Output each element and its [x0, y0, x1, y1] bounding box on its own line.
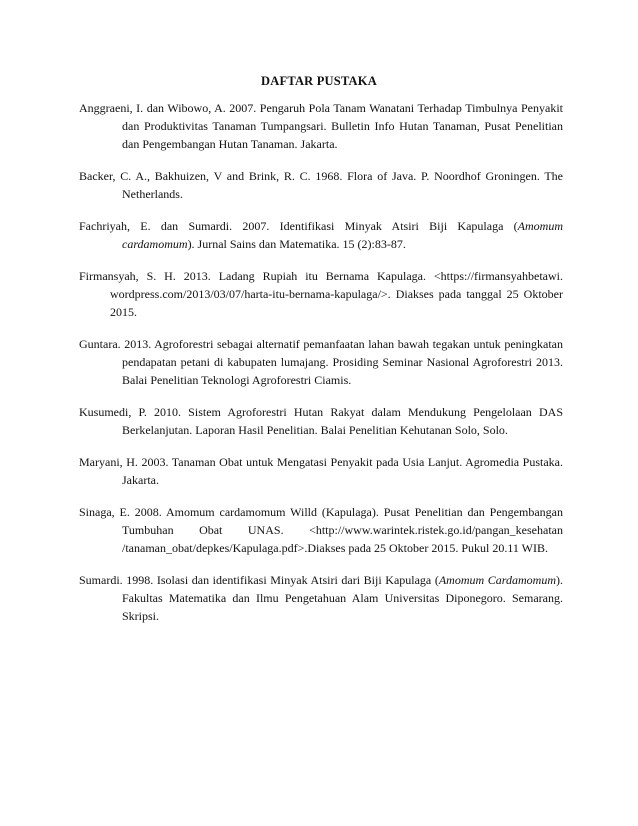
reference-entry — [79, 335, 563, 389]
reference-text: Sinaga, E. 2008. Amomum cardamomum Willd (Kapulaga). Pusat Penelitian dan Pengembangan Tumbuhan Obat UNAS. <http://www.warintek.ristek.go.id/pangan_kesehatan /tanaman_obat/depkes/Kapulaga.pdf>.Diakses pada 25 Oktober 2015. Pukul 20.11 WIB. — [79, 505, 563, 555]
reference-entry — [79, 403, 563, 439]
reference-entry — [79, 571, 563, 625]
reference-entry — [79, 267, 563, 321]
reference-text: Backer, C. A., Bakhuizen, V and Brink, R. C. 1968. Flora of Java. P. Noordhof Groningen. The Netherlands. — [79, 169, 563, 201]
reference-entry — [79, 217, 563, 253]
reference-text-after: ). Jurnal Sains dan Matematika. 15 (2):83-87. — [187, 237, 406, 251]
reference-entry — [79, 99, 563, 153]
reference-list — [79, 99, 563, 639]
reference-text: Guntara. 2013. Agroforestri sebagai alternatif pemanfaatan lahan bawah tegakan untuk peningkatan pendapatan petani di kabupaten lumajang. Prosiding Seminar Nasional Agroforestri 2013. Balai Penelitian Teknologi Agroforestri Ciamis. — [79, 337, 563, 387]
reference-text: Fachriyah, E. dan Sumardi. 2007. Identifikasi Minyak Atsiri Biji Kapulaga ( — [79, 219, 518, 233]
reference-text: Sumardi. 1998. Isolasi dan identifikasi Minyak Atsiri dari Biji Kapulaga ( — [79, 573, 439, 587]
reference-entry — [79, 453, 563, 489]
page-title: DAFTAR PUSTAKA — [261, 74, 377, 88]
reference-italic-text: Amomum cardamomum — [122, 219, 563, 251]
reference-text: Anggraeni, I. dan Wibowo, A. 2007. Pengaruh Pola Tanam Wanatani Terhadap Timbulnya Penyakit dan Produktivitas Tanaman Tumpangsari. Bulletin Info Hutan Tanaman, Pusat Penelitian dan Pengembangan Hutan Tanaman. Jakarta. — [79, 101, 563, 151]
reference-italic-text: Amomum Cardamomum — [438, 573, 556, 587]
reference-text: Kusumedi, P. 2010. Sistem Agroforestri Hutan Rakyat dalam Mendukung Pengelolaan DAS Berkelanjutan. Laporan Hasil Penelitian. Balai Penelitian Kehutanan Solo, Solo. — [79, 405, 563, 437]
reference-entry — [79, 167, 563, 203]
reference-text: Firmansyah, S. H. 2013. Ladang Rupiah itu Bernama Kapulaga. <https://firmansyahbetawi. wordpress.com/2013/03/07/harta-itu-bernama-kapulaga/>. Diakses pada tanggal 25 Oktober 2015. — [79, 269, 563, 319]
reference-entry — [79, 503, 563, 557]
reference-text: Maryani, H. 2003. Tanaman Obat untuk Mengatasi Penyakit pada Usia Lanjut. Agromedia Pustaka. Jakarta. — [79, 455, 563, 487]
reference-text-after: ). Fakultas Matematika dan Ilmu Pengetahuan Alam Universitas Diponegoro. Semarang. Skripsi. — [122, 573, 563, 623]
